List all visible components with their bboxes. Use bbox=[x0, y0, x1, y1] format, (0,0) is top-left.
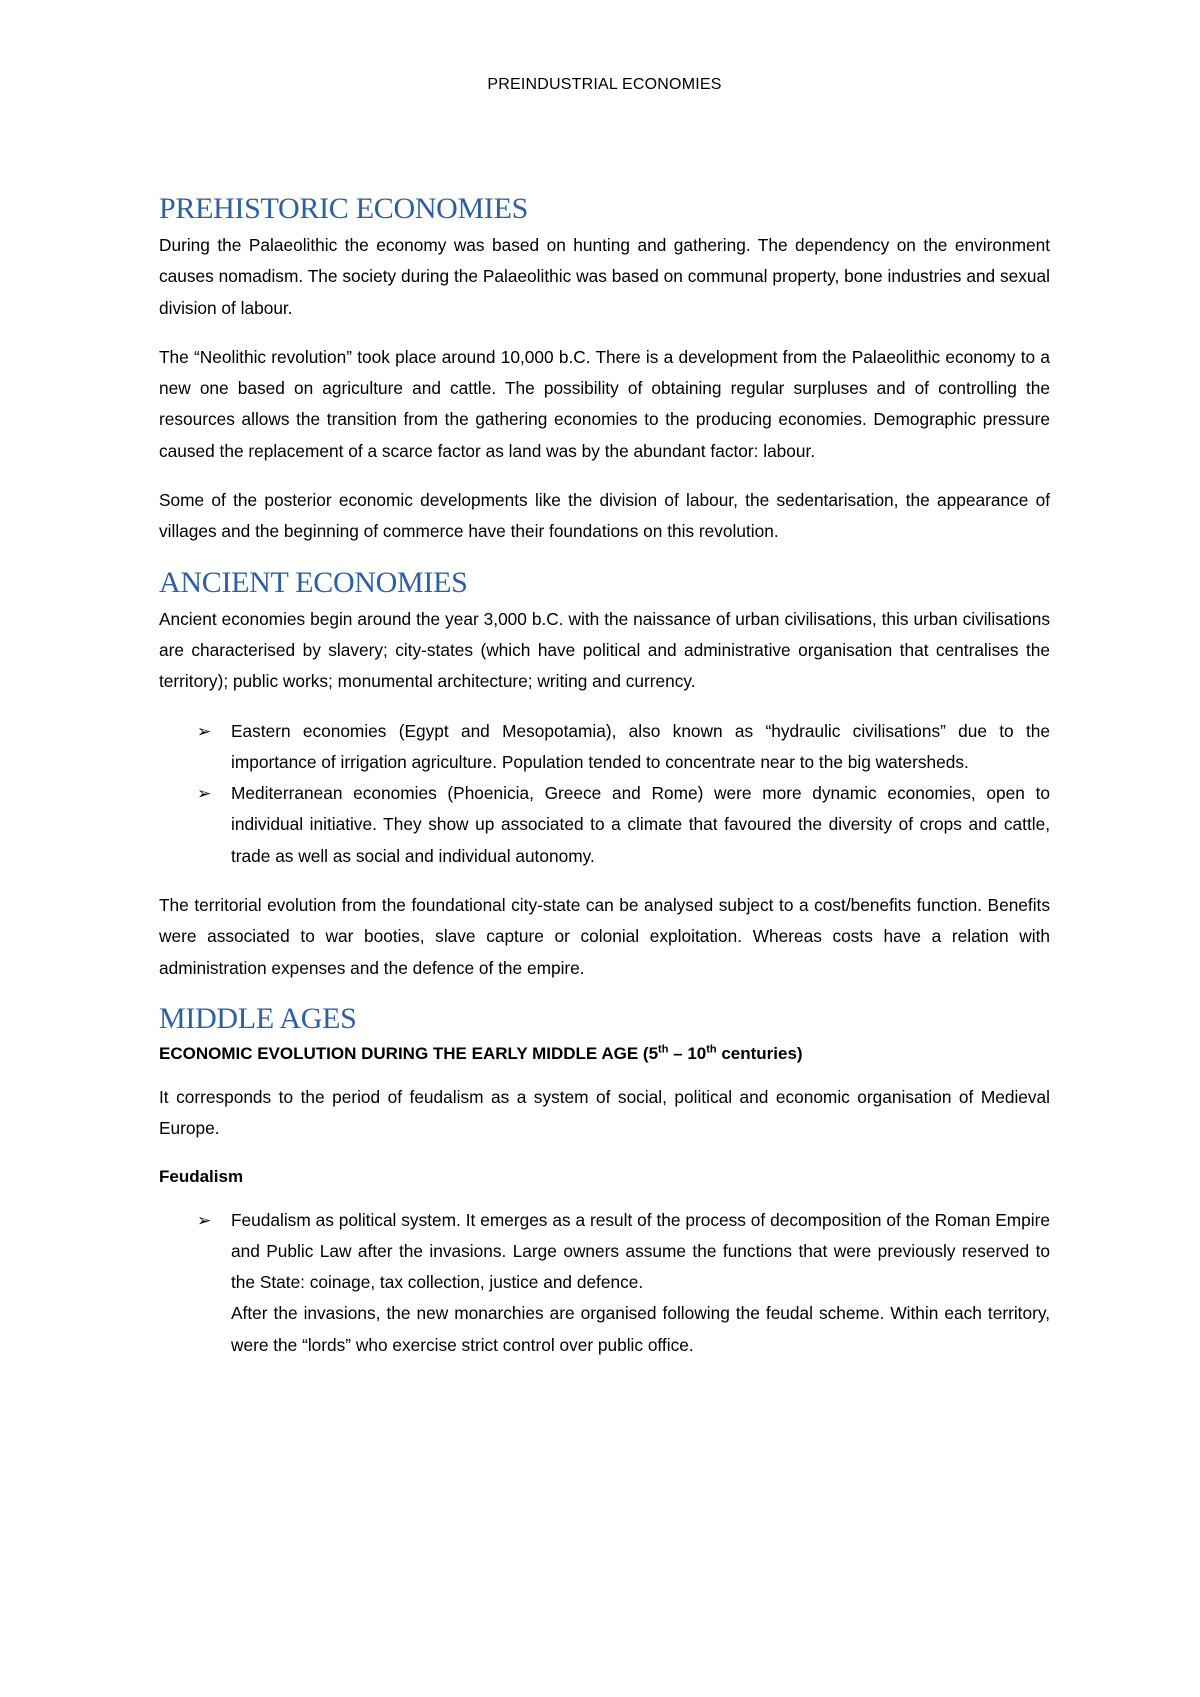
paragraph: During the Palaeolithic the economy was based on hunting and gathering. The dependency on the environment causes nomadism. The society during the Palaeolithic was based on communal property, bone industries and sexual division of labour. bbox=[159, 235, 1050, 318]
bullet-list bbox=[159, 716, 1050, 872]
list-item bbox=[197, 1205, 1050, 1361]
superscript: th bbox=[658, 1043, 669, 1056]
section-middle-ages bbox=[159, 1002, 1050, 1361]
subheading-part: ECONOMIC EVOLUTION DURING THE EARLY MIDDLE AGE (5 bbox=[159, 1043, 659, 1063]
subheading-part: centuries) bbox=[716, 1043, 803, 1063]
paragraph: The territorial evolution from the foundational city-state can be analysed subject to a cost/benefits function. Benefits were associated to war booties, slave capture or colonial exploitation. Whereas costs have a relation with administration expenses and the defence of the empire. bbox=[159, 895, 1050, 978]
section-prehistoric bbox=[159, 192, 1050, 548]
section-heading-middle-ages: MIDDLE AGES bbox=[159, 1001, 357, 1035]
list-item bbox=[197, 778, 1050, 872]
paragraph: The “Neolithic revolution” took place around 10,000 b.C. There is a development from the Palaeolithic economy to a new one based on agriculture and cattle. The possibility of obtaining regular surpluses and of controlling the resources allows the transition from the gathering economies to the producing economies. Demographic pressure caused the replacement of a scarce factor as land was by the abundant factor: labour. bbox=[159, 346, 1050, 461]
section-ancient bbox=[159, 566, 1050, 984]
minor-heading-feudalism: Feudalism bbox=[159, 1166, 244, 1186]
list-item-text: Mediterranean economies (Phoenicia, Greece and Rome) were more dynamic economies, open to individual initiative. They show up associated to a climate that favoured the diversity of crops and cattle, trade as well as social and individual autonomy. bbox=[231, 783, 1050, 866]
paragraph: It corresponds to the period of feudalism as a system of social, political and economic organisation of Medieval Europe. bbox=[159, 1086, 1050, 1139]
list-item-continuation: After the invasions, the new monarchies are organised following the feudal scheme. Within each territory, were the “lords” who exercise strict control over public office. bbox=[231, 1303, 1050, 1355]
list-item bbox=[197, 716, 1050, 779]
section-heading-prehistoric: PREHISTORIC ECONOMIES bbox=[159, 192, 529, 225]
paragraph: Some of the posterior economic developments like the division of labour, the sedentarisation, the appearance of villages and the beginning of commerce have their foundations on this revolution. bbox=[159, 490, 1050, 542]
bullet-list bbox=[159, 1205, 1050, 1361]
arrowhead-bullet-icon: ➢ bbox=[197, 1210, 212, 1230]
superscript: th bbox=[706, 1043, 717, 1056]
running-header: PREINDUSTRIAL ECONOMIES bbox=[487, 76, 722, 93]
section-heading-ancient: ANCIENT ECONOMIES bbox=[159, 565, 468, 599]
arrowhead-bullet-icon: ➢ bbox=[197, 721, 212, 741]
list-item-text: Feudalism as political system. It emerges as a result of the process of decomposition of the Roman Empire and Public Law after the invasions. Large owners assume the functions that were previously reserved to the State: coinage, tax collection, justice and defence. bbox=[231, 1209, 1050, 1293]
arrowhead-bullet-icon: ➢ bbox=[197, 784, 212, 804]
subheading-early-middle-age bbox=[159, 1040, 1050, 1068]
paragraph: Ancient economies begin around the year 3,000 b.C. with the naissance of urban civilisations, this urban civilisations are characterised by slavery; city-states (which have political and administrative organisation that centralises the territory); public works; monumental architecture; writing and currency. bbox=[159, 608, 1050, 692]
list-item-text: Eastern economies (Egypt and Mesopotamia), also known as “hydraulic civilisations” due to the importance of irrigation agriculture. Population tended to concentrate near to the big watersheds. bbox=[231, 720, 1050, 772]
subheading-part: – 10 bbox=[668, 1043, 707, 1063]
